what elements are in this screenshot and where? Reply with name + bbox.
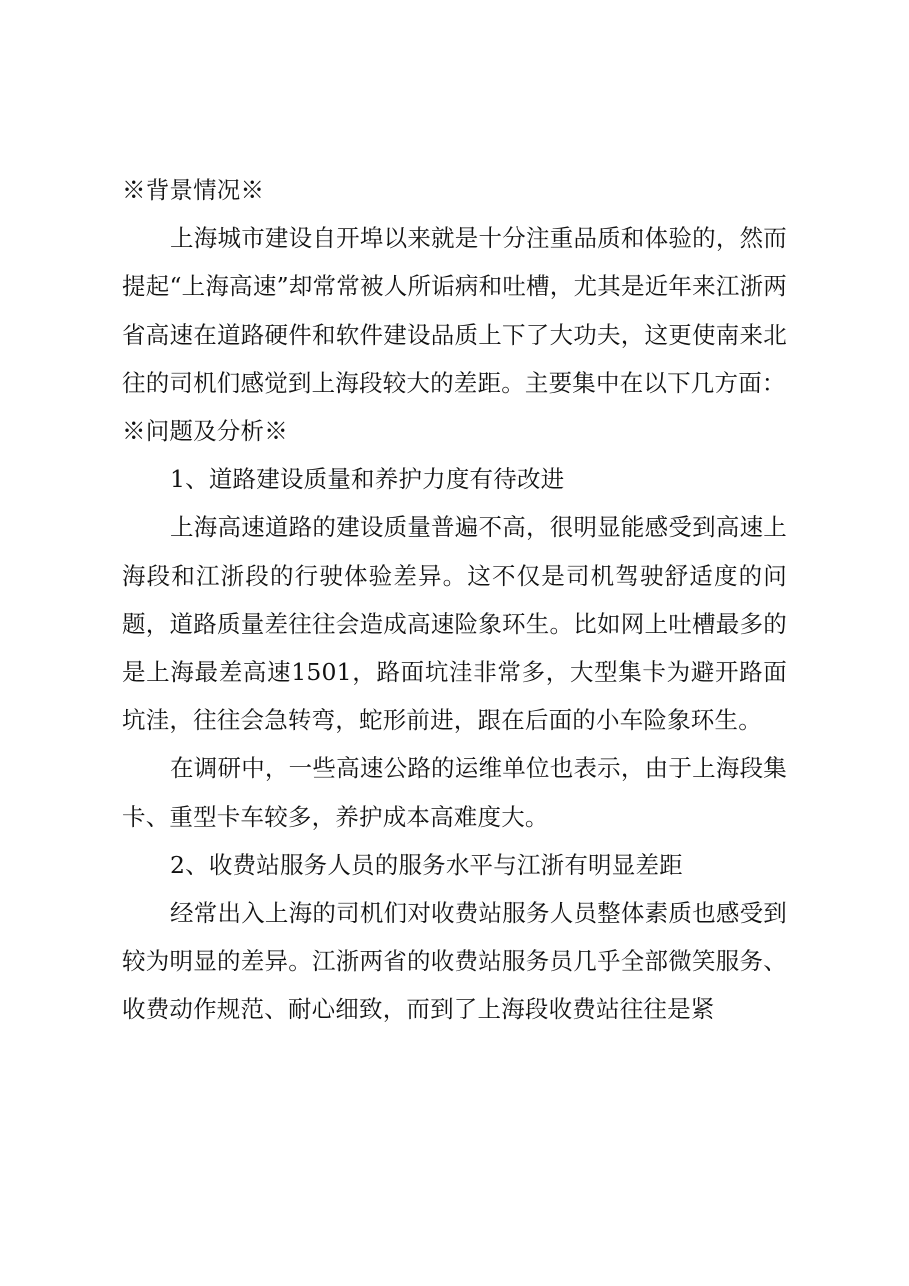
paragraph-road-quality: 上海高速道路的建设质量普遍不高，很明显能感受到高速上海段和江浙段的行驶体验差异。这不仅是司机驾驶舒适度的问题，道路质量差往往会造成高速险象环生。比如网上吐槽最多的是上海最差高速1501，路面坑洼非常多，大型集卡为避开路面坑洼，往往会急转弯，蛇形前进，跟在后面的小车险象环生。 bbox=[122, 513, 787, 735]
subheading-toll-service: 2、收费站服务人员的服务水平与江浙有明显差距 bbox=[170, 850, 683, 879]
section-heading-background: ※背景情况※ bbox=[122, 176, 265, 204]
paragraph-toll-service: 经常出入上海的司机们对收费站服务人员整体素质也感受到较为明显的差异。江浙两省的收费站服务员几乎全部微笑服务、收费动作规范、耐心细致，而到了上海段收费站往往是紧 bbox=[122, 899, 787, 1024]
section-heading-problem-analysis: ※问题及分析※ bbox=[122, 417, 288, 446]
subheading-road-quality: 1、道路建设质量和养护力度有待改进 bbox=[170, 465, 565, 494]
paragraph-maintenance-cost: 在调研中，一些高速公路的运维单位也表示，由于上海段集卡、重型卡车较多，养护成本高难度大。 bbox=[122, 754, 787, 831]
document-body bbox=[122, 166, 787, 1034]
paragraph-background: 上海城市建设自开埠以来就是十分注重品质和体验的，然而提起“上海高速”却常常被人所诟病和吐槽，尤其是近年来江浙两省高速在道路硬件和软件建设品质上下了大功夫，这更使南来北往的司机们感觉到上海段较大的差距。主要集中在以下几方面： bbox=[122, 224, 787, 397]
